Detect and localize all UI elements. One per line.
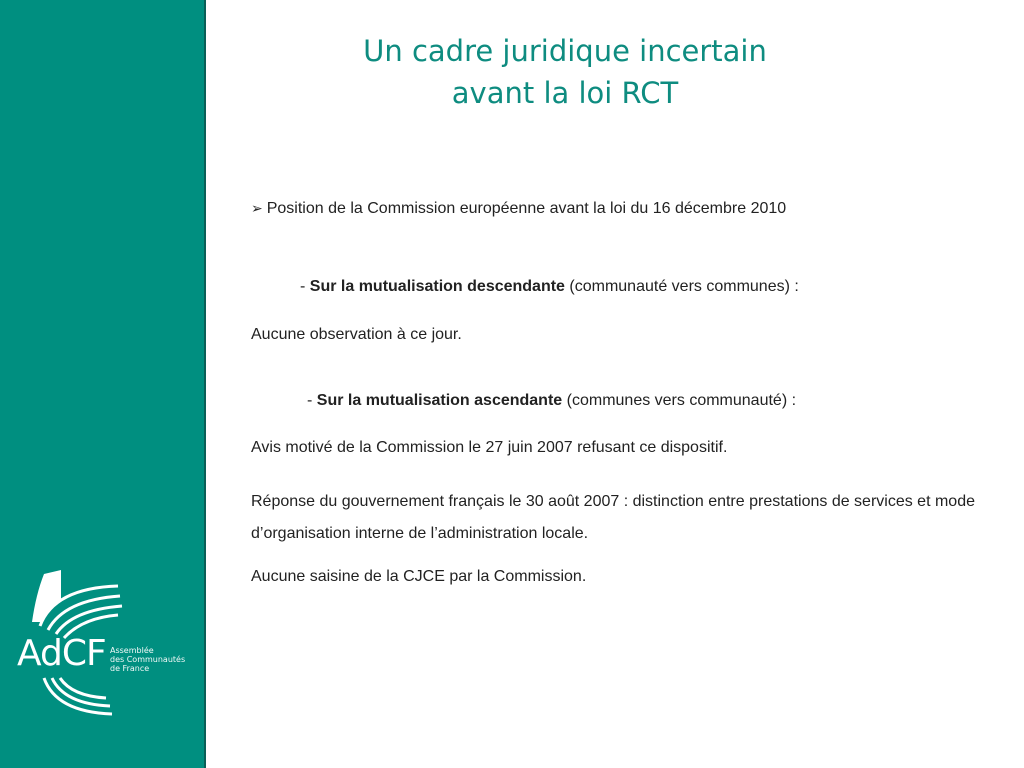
desc-bold: Sur la mutualisation descendante — [309, 278, 565, 295]
avis-text: Avis motivé de la Commission le 27 juin 2007 refusant ce dispositif. — [251, 439, 728, 456]
sidebar-divider — [204, 0, 206, 768]
asc-bold: Sur la mutualisation ascendante — [316, 392, 563, 409]
desc-rest: (communauté vers communes) : — [564, 278, 799, 295]
desc-dash: - — [300, 278, 310, 295]
heading-descendante — [300, 277, 799, 297]
bullet-position — [251, 198, 786, 219]
logo-subtitle — [110, 646, 185, 673]
bullet-text: Position de la Commission européenne avant la loi du 16 décembre 2010 — [266, 200, 787, 217]
logo-subtitle-line2: des Communautés — [110, 655, 186, 664]
logo-subtitle-line3: de France — [110, 664, 150, 673]
logo-wordmark: AdCF — [17, 633, 106, 674]
title-line-2: avant la loi RCT — [451, 76, 679, 110]
heading-ascendante — [307, 391, 796, 411]
no-observation-text: Aucune observation à ce jour. — [251, 326, 462, 343]
asc-rest: (communes vers communauté) : — [562, 392, 797, 409]
title-line-1: Un cadre juridique incertain — [363, 34, 767, 68]
reponse-paragraph: Réponse du gouvernement français le 30 août 2007 : distinction entre prestations de services et mode d’organisation interne de l’administration locale. — [251, 493, 975, 542]
slide-title — [300, 30, 830, 114]
logo-subtitle-line1: Assemblée — [110, 646, 154, 655]
adcf-logo — [14, 566, 200, 726]
asc-dash: - — [307, 392, 317, 409]
saisine-text: Aucune saisine de la CJCE par la Commission. — [251, 568, 587, 585]
arrow-bullet-icon: ➢ — [251, 200, 263, 216]
